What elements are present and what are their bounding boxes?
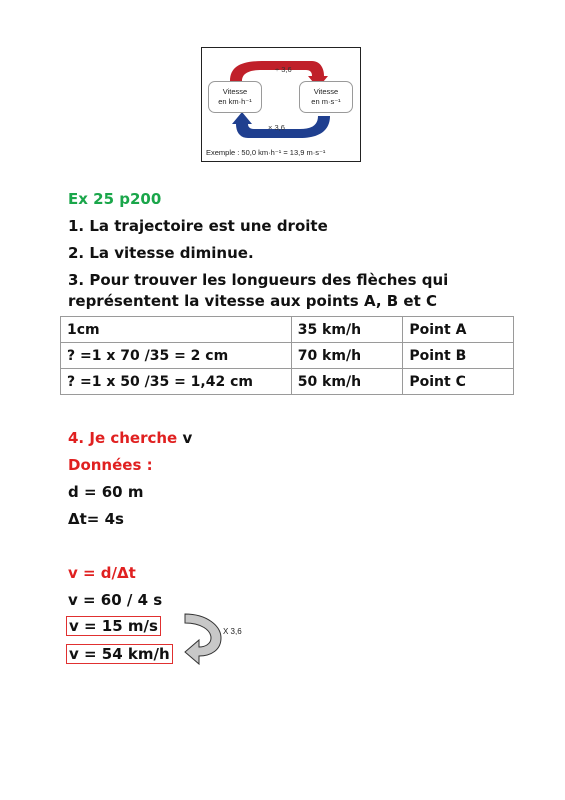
multiply-label: × 3,6 (268, 123, 285, 132)
kmh-box-line1: Vitesse (222, 87, 248, 96)
speed-calculation: v = 60 / 4 s (68, 591, 163, 609)
kmh-box-line2: en km·h⁻¹ (218, 97, 252, 106)
answer-1: 1. La trajectoire est une droite (68, 217, 328, 235)
table-row (61, 317, 514, 343)
table-cell: 35 km/h (291, 317, 403, 343)
donnees-label: Données : (68, 456, 153, 474)
result-kmh: v = 54 km/h (66, 644, 173, 664)
speed-formula: v = d/Δt (68, 564, 136, 582)
answer-2: 2. La vitesse diminue. (68, 244, 254, 262)
ms-box-line1: Vitesse (313, 87, 339, 96)
part4-heading-var: v (182, 429, 193, 447)
part4-heading-red: 4. Je cherche (68, 429, 183, 447)
table-row (61, 369, 514, 395)
answer-3-line2: représentent la vitesse aux points A, B et C (68, 292, 437, 310)
ms-box (299, 81, 353, 113)
duration-value: Δt= 4s (68, 510, 124, 528)
answer-3-line1: 3. Pour trouver les longueurs des flèches qui (68, 271, 449, 289)
table-cell: 50 km/h (291, 369, 403, 395)
table-cell: Point C (403, 369, 514, 395)
kmh-box (208, 81, 262, 113)
table-row (61, 343, 514, 369)
conversion-factor-label: X 3,6 (223, 627, 242, 636)
table-cell: ? =1 x 70 /35 = 2 cm (61, 343, 292, 369)
ms-box-line2: en m·s⁻¹ (311, 97, 341, 106)
distance-value: d = 60 m (68, 483, 144, 501)
table-cell: ? =1 x 50 /35 = 1,42 cm (61, 369, 292, 395)
table-cell: Point A (403, 317, 514, 343)
divide-label: ÷ 3,6 (275, 65, 292, 74)
result-ms: v = 15 m/s (66, 616, 161, 636)
part4-heading (68, 429, 192, 447)
result-ms-line (68, 617, 161, 635)
table-cell: 1cm (61, 317, 292, 343)
example-text: Exemple : 50,0 km·h⁻¹ = 13,9 m·s⁻¹ (206, 148, 326, 157)
table-cell: Point B (403, 343, 514, 369)
exercise-title: Ex 25 p200 (68, 190, 162, 208)
scale-table (60, 316, 514, 395)
curved-arrow-icon (183, 612, 225, 668)
result-kmh-line (68, 645, 173, 663)
speed-conversion-figure (201, 47, 361, 162)
table-cell: 70 km/h (291, 343, 403, 369)
